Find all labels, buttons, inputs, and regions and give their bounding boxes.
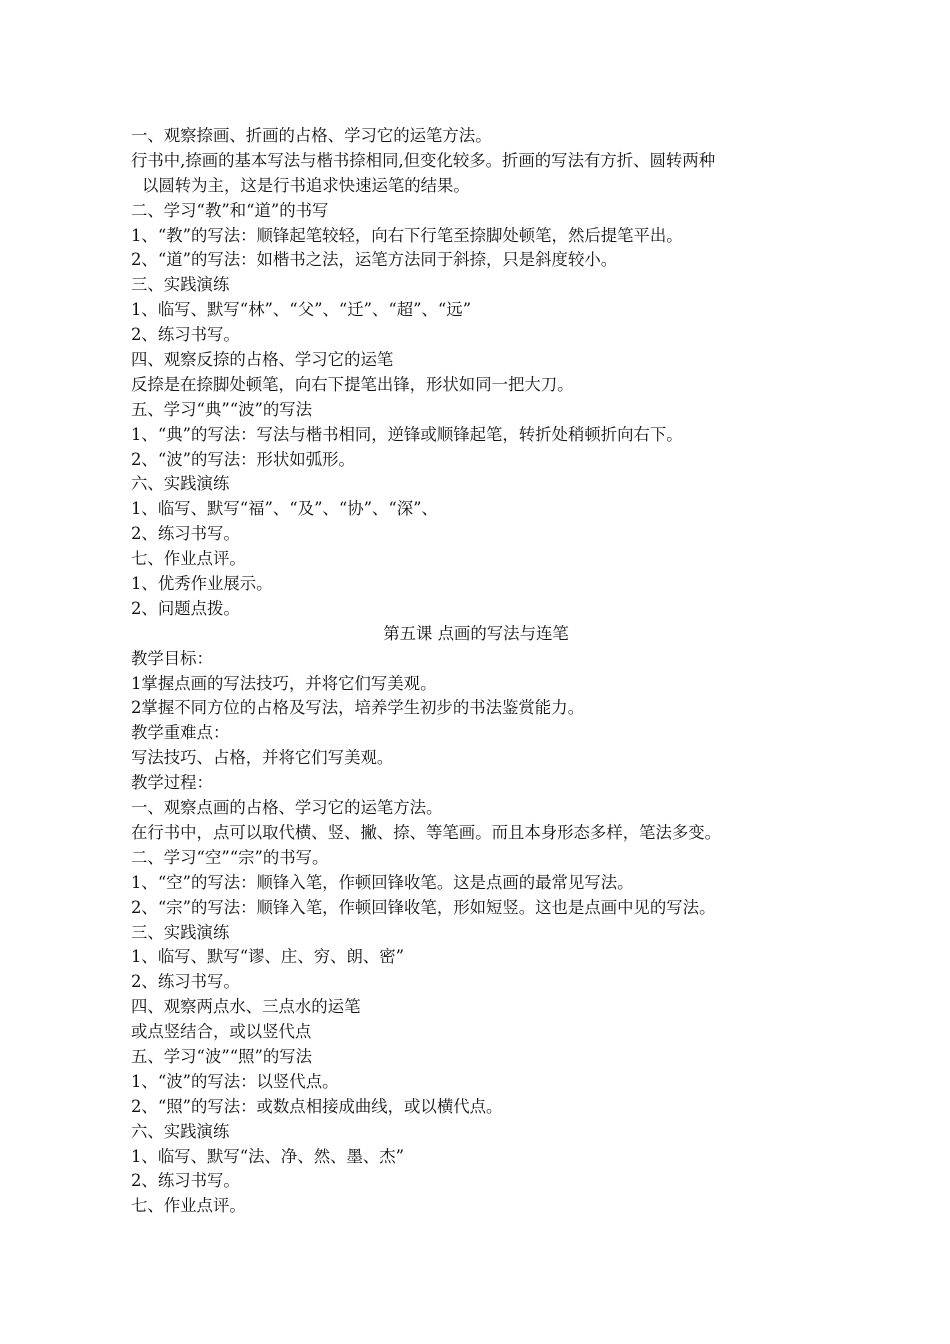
section-heading: 二、学习“教”和“道”的书写 — [131, 200, 329, 220]
list-item: 1、临写、默写“林”、“父”、“迁”、“超”、“远” — [131, 300, 472, 320]
list-item: 2、练习书写。 — [131, 325, 240, 345]
list-item: 2、“波”的写法：形状如弧形。 — [131, 449, 355, 469]
section-heading: 一、观察捺画、折画的占格、学习它的运笔方法。 — [131, 126, 492, 145]
list-item: 1、“波”的写法：以竖代点。 — [131, 1071, 339, 1091]
list-item: 2、“道”的写法：如楷书之法，运笔方法同于斜捺，只是斜度较小。 — [131, 250, 618, 270]
lesson-title: 第五课 点画的写法与连笔 — [383, 623, 569, 643]
section-heading: 一、观察点画的占格、学习它的运笔方法。 — [131, 798, 443, 818]
section-heading: 五、学习“典”“波”的写法 — [131, 399, 313, 419]
list-item: 1、“教”的写法：顺锋起笔较轻，向右下行笔至捺脚处顿笔，然后提笔平出。 — [131, 225, 683, 245]
list-item: 2、练习书写。 — [131, 972, 240, 992]
section-heading: 六、实践演练 — [131, 474, 230, 494]
list-item: 2、练习书写。 — [131, 1171, 240, 1191]
list-item: 1掌握点画的写法技巧，并将它们写美观。 — [131, 673, 437, 693]
list-item: 1、临写、默写“福”、“及”、“协”、“深”、 — [131, 499, 438, 519]
section-heading: 六、实践演练 — [131, 1121, 230, 1141]
section-heading: 教学重难点： — [131, 723, 230, 743]
section-heading: 三、实践演练 — [131, 275, 230, 295]
section-heading: 七、作业点评。 — [131, 549, 246, 569]
list-item: 1、临写、默写“法、净、然、墨、杰” — [131, 1146, 405, 1166]
paragraph-line: 以圆转为主，这是行书追求快速运笔的结果。 — [142, 175, 470, 195]
section-heading: 五、学习“波”“照”的写法 — [131, 1046, 313, 1066]
paragraph-line: 在行书中，点可以取代横、竖、撇、捺、等笔画。而且本身形态多样，笔法多变。 — [131, 822, 722, 842]
section-heading: 三、实践演练 — [131, 922, 230, 942]
document-page — [131, 124, 821, 1219]
section-heading: 教学过程： — [131, 773, 213, 793]
paragraph-line: 或点竖结合，或以竖代点 — [131, 1022, 312, 1042]
paragraph-line: 反捺是在捺脚处顿笔，向右下提笔出锋，形状如同一把大刀。 — [131, 374, 574, 394]
section-heading: 四、观察反捺的占格、学习它的运笔 — [131, 350, 394, 370]
list-item: 2、练习书写。 — [131, 524, 240, 544]
list-item: 2掌握不同方位的占格及写法，培养学生初步的书法鉴赏能力。 — [131, 698, 584, 718]
section-heading: 七、作业点评。 — [131, 1196, 246, 1216]
list-item: 2、问题点拨。 — [131, 598, 240, 618]
section-heading: 四、观察两点水、三点水的运笔 — [131, 997, 361, 1017]
list-item: 1、“空”的写法：顺锋入笔，作顿回锋收笔。这是点画的最常见写法。 — [131, 872, 634, 892]
list-item: 2、“宗”的写法：顺锋入笔，作顿回锋收笔，形如短竖。这也是点画中见的写法。 — [131, 897, 716, 917]
section-heading: 教学目标： — [131, 648, 213, 668]
list-item: 1、“典”的写法：写法与楷书相同，逆锋或顺锋起笔，转折处稍顿折向右下。 — [131, 424, 683, 444]
list-item: 2、“照”的写法：或数点相接成曲线，或以横代点。 — [131, 1096, 503, 1116]
paragraph-line: 行书中,捺画的基本写法与楷书捺相同,但变化较多。折画的写法有方折、圆转两种 — [131, 150, 716, 170]
section-heading: 二、学习“空”“宗”的书写。 — [131, 847, 329, 867]
paragraph-line: 写法技巧、占格，并将它们写美观。 — [131, 748, 394, 768]
list-item: 1、临写、默写“谬、庄、穷、朗、密” — [131, 947, 405, 967]
list-item: 1、优秀作业展示。 — [131, 574, 273, 594]
